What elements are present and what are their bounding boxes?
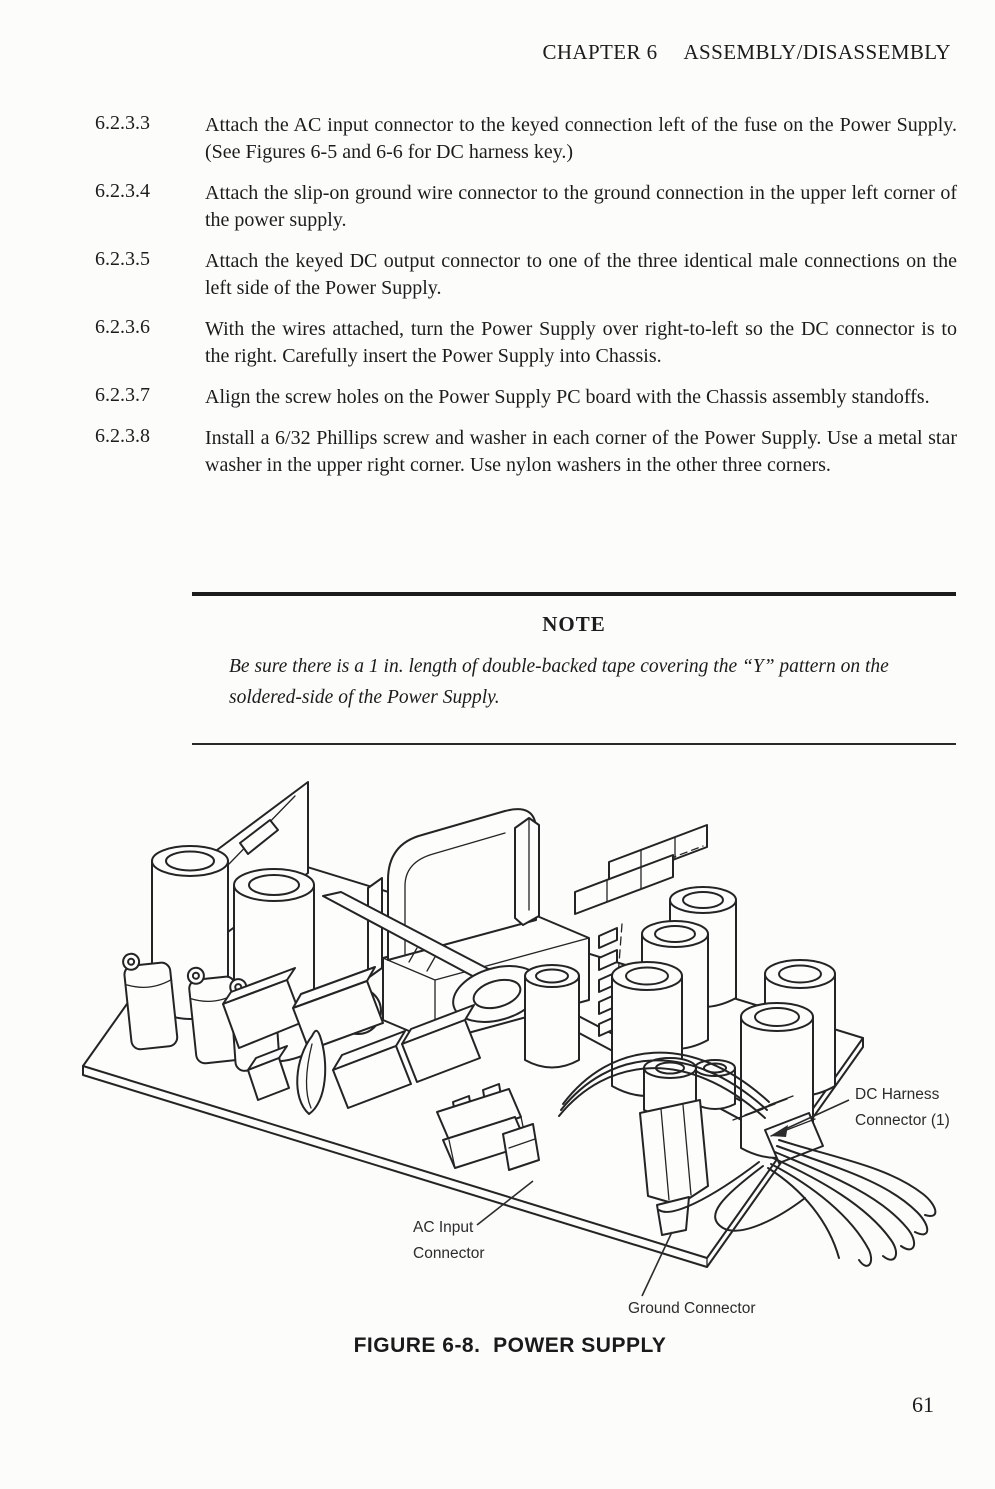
capacitor (525, 965, 579, 1068)
page-number: 61 (912, 1392, 934, 1417)
procedure-step (95, 316, 957, 370)
procedure-step (95, 384, 957, 411)
dc-harness-label: DC Harness Connector (1) (855, 1086, 950, 1129)
procedure-step (95, 248, 957, 302)
page-header (542, 40, 951, 65)
note-bottom-rule (192, 743, 956, 745)
step-number: 6.2.3.7 (95, 384, 150, 406)
step-number: 6.2.3.8 (95, 425, 150, 447)
procedure-step (95, 180, 957, 234)
procedure-list (95, 112, 957, 493)
step-text: With the wires attached, turn the Power Supply over right-to-left so the DC connector is to the right. Carefully insert the Power Supply into Chassis. (205, 318, 957, 367)
step-text: Attach the AC input connector to the keyed connection left of the fuse on the Power Supply. (See Figures 6-5 and 6-6 for DC harness key.) (205, 114, 957, 163)
figure-6-8 (65, 768, 990, 1330)
step-number: 6.2.3.5 (95, 248, 150, 270)
step-number: 6.2.3.6 (95, 316, 150, 338)
power-supply-illustration (65, 768, 990, 1330)
note-top-rule (192, 592, 956, 596)
note-title: NOTE (542, 612, 606, 636)
step-text: Install a 6/32 Phillips screw and washer in each corner of the Power Supply. Use a metal star washer in the upper right corner. Use nylon washers in the other three corners. (205, 427, 957, 476)
step-text: Attach the slip-on ground wire connector to the ground connection in the upper left corner of the power supply. (205, 182, 957, 231)
note-body: Be sure there is a 1 in. length of double-backed tape covering the “Y” pattern on the soldered-side of the Power Supply. (229, 656, 889, 708)
ac-input-label: AC Input Connector (413, 1219, 485, 1262)
procedure-step (95, 112, 957, 166)
step-text: Attach the keyed DC output connector to one of the three identical male connections on the left side of the Power Supply. (205, 250, 957, 299)
step-number: 6.2.3.3 (95, 112, 150, 134)
step-text: Align the screw holes on the Power Supply PC board with the Chassis assembly standoffs. (205, 386, 930, 408)
procedure-step (95, 425, 957, 479)
ground-connector-label: Ground Connector (628, 1300, 756, 1317)
figure-caption: FIGURE 6-8. POWER SUPPLY (353, 1334, 667, 1357)
step-number: 6.2.3.4 (95, 180, 150, 202)
chapter-title: ASSEMBLY/DISASSEMBLY (683, 40, 951, 64)
chapter-number: CHAPTER 6 (542, 40, 658, 64)
